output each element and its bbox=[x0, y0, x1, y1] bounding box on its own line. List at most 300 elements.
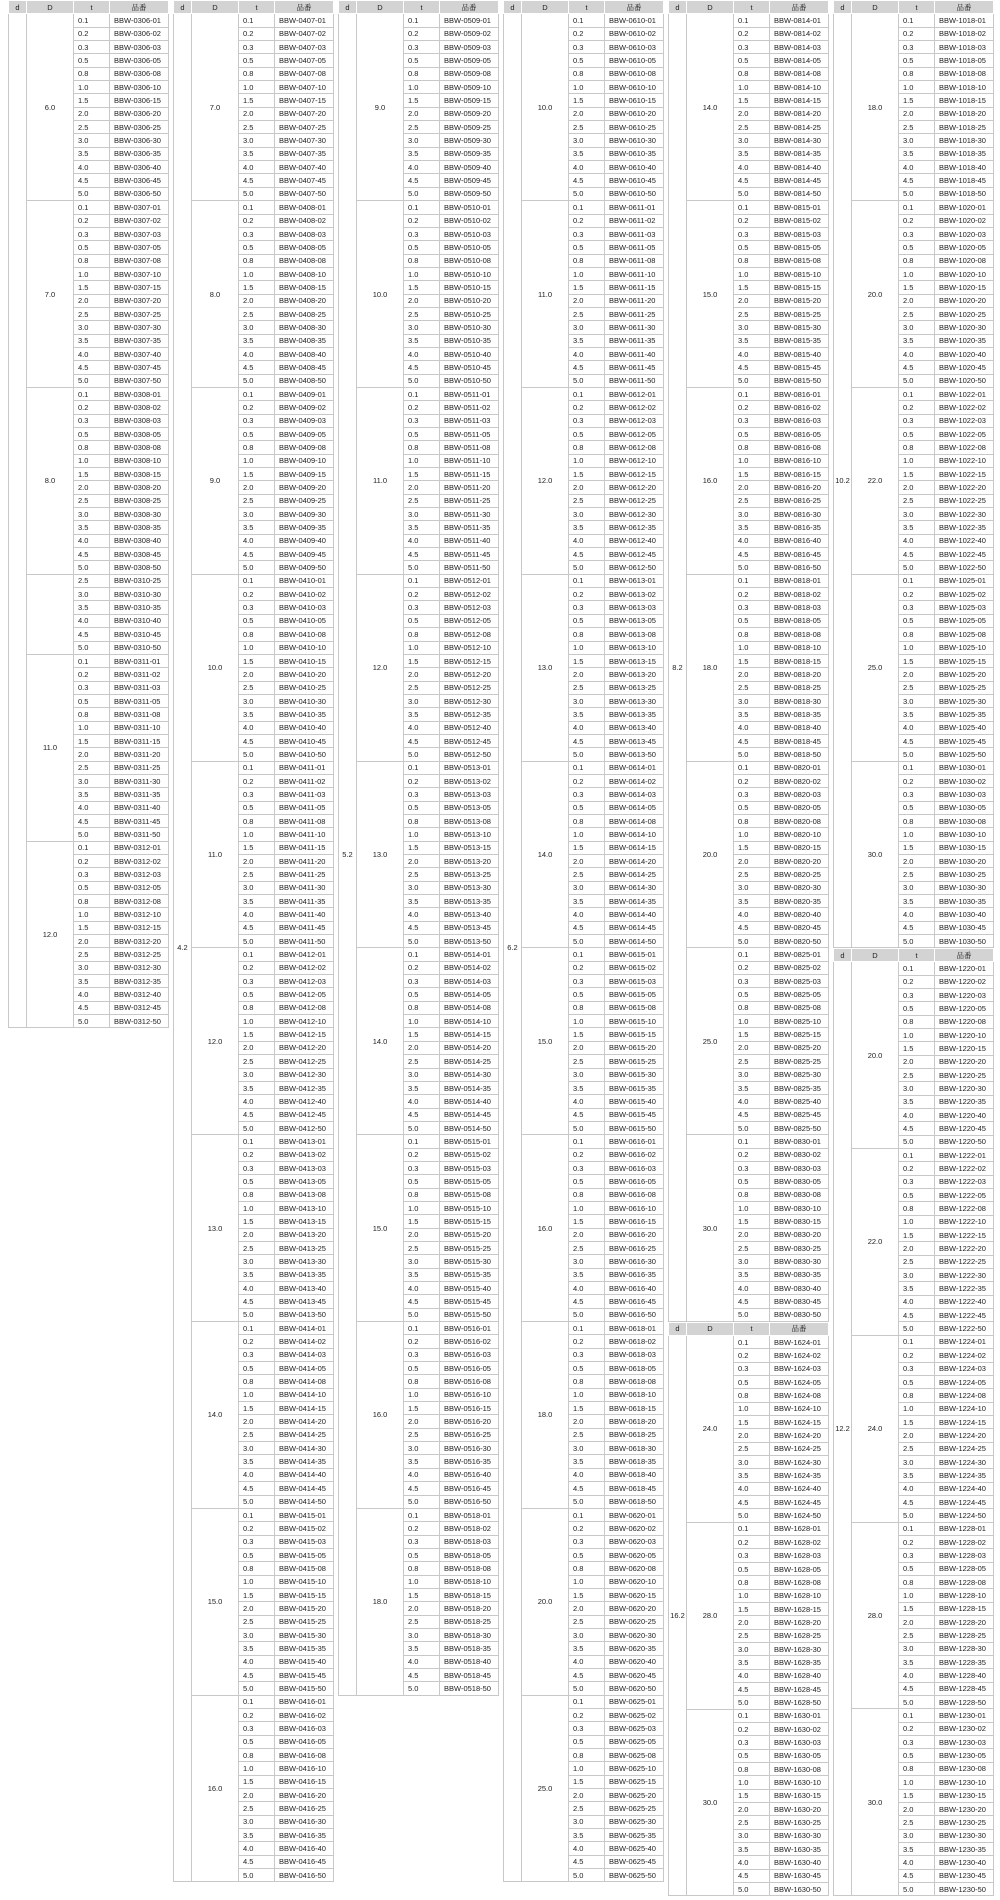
thickness-cell: 0.5 bbox=[734, 54, 770, 67]
thickness-cell: 2.0 bbox=[899, 294, 935, 307]
table-row bbox=[174, 761, 334, 774]
thickness-cell: 2.0 bbox=[899, 107, 935, 120]
part-number-cell: BBW-0416-10 bbox=[275, 1762, 334, 1775]
thickness-cell: 4.0 bbox=[404, 1655, 440, 1668]
part-number-cell: BBW-0409-30 bbox=[275, 508, 334, 521]
thickness-cell: 4.0 bbox=[899, 1108, 935, 1121]
thickness-cell: 4.0 bbox=[734, 534, 770, 547]
thickness-cell: 3.0 bbox=[899, 1642, 935, 1655]
thickness-cell: 5.0 bbox=[239, 1121, 275, 1134]
thickness-cell: 2.5 bbox=[239, 121, 275, 134]
table-row bbox=[669, 1135, 829, 1148]
thickness-cell: 3.5 bbox=[734, 1268, 770, 1281]
thickness-cell: 2.0 bbox=[74, 935, 110, 948]
thickness-cell: 0.3 bbox=[74, 41, 110, 54]
table-row bbox=[834, 574, 994, 587]
part-number-cell: BBW-0515-45 bbox=[440, 1295, 499, 1308]
thickness-cell: 1.0 bbox=[239, 828, 275, 841]
table-row bbox=[339, 201, 499, 214]
thickness-cell: 5.0 bbox=[404, 187, 440, 200]
thickness-cell: 0.3 bbox=[239, 1348, 275, 1361]
part-number-cell: BBW-0414-40 bbox=[275, 1468, 334, 1481]
thickness-cell: 2.5 bbox=[899, 121, 935, 134]
thickness-cell: 4.5 bbox=[569, 1855, 605, 1868]
part-number-cell: BBW-0616-45 bbox=[605, 1295, 664, 1308]
table-row bbox=[9, 201, 169, 214]
thickness-cell: 5.0 bbox=[74, 187, 110, 200]
part-number-cell: BBW-1628-30 bbox=[770, 1642, 829, 1655]
thickness-cell: 2.5 bbox=[239, 1615, 275, 1628]
part-number-cell: BBW-0308-25 bbox=[110, 494, 169, 507]
part-number-cell: BBW-0312-01 bbox=[110, 841, 169, 854]
part-number-cell: BBW-0408-20 bbox=[275, 294, 334, 307]
part-number-cell: BBW-0611-25 bbox=[605, 307, 664, 320]
thickness-cell: 2.0 bbox=[734, 1616, 770, 1629]
thickness-cell: 0.5 bbox=[404, 1548, 440, 1561]
thickness-cell: 5.0 bbox=[404, 748, 440, 761]
part-number-cell: BBW-0409-20 bbox=[275, 481, 334, 494]
part-number-cell: BBW-0312-45 bbox=[110, 1001, 169, 1014]
table-row bbox=[339, 1135, 499, 1148]
part-number-cell: BBW-1022-02 bbox=[935, 401, 994, 414]
thickness-cell: 0.1 bbox=[404, 948, 440, 961]
thickness-cell: 0.5 bbox=[734, 1376, 770, 1389]
part-number-cell: BBW-0516-03 bbox=[440, 1348, 499, 1361]
part-number-cell: BBW-1628-15 bbox=[770, 1602, 829, 1615]
part-number-cell: BBW-0412-15 bbox=[275, 1028, 334, 1041]
part-number-cell: BBW-1224-03 bbox=[935, 1362, 994, 1375]
thickness-cell: 4.0 bbox=[899, 534, 935, 547]
part-number-cell: BBW-0513-30 bbox=[440, 881, 499, 894]
thickness-cell: 3.0 bbox=[569, 881, 605, 894]
part-number-cell: BBW-0513-05 bbox=[440, 801, 499, 814]
part-number-cell: BBW-0611-10 bbox=[605, 267, 664, 280]
thickness-cell: 5.0 bbox=[74, 1015, 110, 1028]
outer-diameter-cell: 30.0 bbox=[687, 1135, 734, 1322]
thickness-cell: 0.2 bbox=[239, 214, 275, 227]
part-number-cell: BBW-0511-20 bbox=[440, 481, 499, 494]
part-number-cell: BBW-0413-35 bbox=[275, 1268, 334, 1281]
thickness-cell: 3.0 bbox=[404, 1628, 440, 1641]
thickness-cell: 0.1 bbox=[734, 387, 770, 400]
thickness-cell: 3.5 bbox=[404, 147, 440, 160]
part-number-cell: BBW-1025-50 bbox=[935, 748, 994, 761]
thickness-cell: 4.5 bbox=[239, 548, 275, 561]
part-number-cell: BBW-0814-50 bbox=[770, 187, 829, 200]
thickness-cell: 2.5 bbox=[404, 681, 440, 694]
part-number-cell: BBW-0312-02 bbox=[110, 855, 169, 868]
part-number-cell: BBW-1630-20 bbox=[770, 1803, 829, 1816]
thickness-cell: 0.5 bbox=[734, 428, 770, 441]
thickness-cell: 4.5 bbox=[734, 174, 770, 187]
part-number-cell: BBW-0618-10 bbox=[605, 1388, 664, 1401]
part-number-cell: BBW-0616-20 bbox=[605, 1228, 664, 1241]
thickness-cell: 3.5 bbox=[899, 708, 935, 721]
thickness-cell: 4.5 bbox=[569, 1108, 605, 1121]
part-number-cell: BBW-0820-35 bbox=[770, 895, 829, 908]
part-number-cell: BBW-1220-10 bbox=[935, 1028, 994, 1041]
part-number-cell: BBW-0815-05 bbox=[770, 241, 829, 254]
thickness-cell: 0.1 bbox=[404, 14, 440, 27]
thickness-cell: 4.5 bbox=[74, 1001, 110, 1014]
part-number-cell: BBW-0611-08 bbox=[605, 254, 664, 267]
table-row bbox=[504, 1322, 664, 1335]
part-number-cell: BBW-0307-20 bbox=[110, 294, 169, 307]
thickness-cell: 2.5 bbox=[734, 1629, 770, 1642]
part-number-cell: BBW-0308-15 bbox=[110, 468, 169, 481]
table-row bbox=[834, 201, 994, 214]
thickness-cell: 5.0 bbox=[74, 374, 110, 387]
thickness-cell: 3.5 bbox=[404, 1081, 440, 1094]
part-number-cell: BBW-1224-05 bbox=[935, 1375, 994, 1388]
thickness-cell: 5.0 bbox=[569, 1682, 605, 1695]
part-number-cell: BBW-0312-15 bbox=[110, 921, 169, 934]
thickness-cell: 4.5 bbox=[899, 174, 935, 187]
part-number-cell: BBW-1018-50 bbox=[935, 187, 994, 200]
part-number-cell: BBW-0515-20 bbox=[440, 1228, 499, 1241]
table-row bbox=[9, 387, 169, 400]
thickness-cell: 0.5 bbox=[569, 428, 605, 441]
part-number-cell: BBW-1230-45 bbox=[935, 1869, 994, 1882]
thickness-cell: 0.8 bbox=[74, 708, 110, 721]
thickness-cell: 0.3 bbox=[734, 1549, 770, 1562]
thickness-cell: 4.0 bbox=[404, 161, 440, 174]
thickness-cell: 1.5 bbox=[569, 654, 605, 667]
thickness-cell: 3.5 bbox=[899, 1842, 935, 1855]
thickness-cell: 0.2 bbox=[569, 27, 605, 40]
thickness-cell: 0.3 bbox=[569, 414, 605, 427]
part-number-cell: BBW-0512-45 bbox=[440, 734, 499, 747]
part-number-cell: BBW-0515-50 bbox=[440, 1308, 499, 1321]
thickness-cell: 2.0 bbox=[239, 1789, 275, 1802]
part-number-cell: BBW-0409-03 bbox=[275, 414, 334, 427]
part-number-cell: BBW-0407-50 bbox=[275, 187, 334, 200]
thickness-cell: 4.5 bbox=[239, 734, 275, 747]
thickness-cell: 0.2 bbox=[569, 588, 605, 601]
thickness-cell: 0.5 bbox=[899, 1375, 935, 1388]
thickness-cell: 0.5 bbox=[74, 881, 110, 894]
thickness-cell: 0.2 bbox=[404, 1148, 440, 1161]
part-number-cell: BBW-0615-05 bbox=[605, 988, 664, 1001]
thickness-cell: 0.2 bbox=[239, 774, 275, 787]
part-number-cell: BBW-0815-25 bbox=[770, 307, 829, 320]
part-number-cell: BBW-0620-30 bbox=[605, 1628, 664, 1641]
outer-diameter-cell: 10.0 bbox=[357, 201, 404, 388]
thickness-cell: 2.5 bbox=[569, 307, 605, 320]
part-number-cell: BBW-1624-08 bbox=[770, 1389, 829, 1402]
part-number-cell: BBW-1025-20 bbox=[935, 668, 994, 681]
thickness-cell: 2.0 bbox=[239, 1602, 275, 1615]
thickness-cell: 0.1 bbox=[899, 14, 935, 27]
thickness-cell: 4.5 bbox=[74, 174, 110, 187]
thickness-cell: 1.0 bbox=[239, 641, 275, 654]
outer-diameter-cell: 8.0 bbox=[192, 201, 239, 388]
thickness-cell: 1.5 bbox=[569, 1775, 605, 1788]
thickness-cell: 0.3 bbox=[239, 788, 275, 801]
part-number-cell: BBW-0614-50 bbox=[605, 935, 664, 948]
header-d: d bbox=[339, 1, 357, 14]
thickness-cell: 4.5 bbox=[404, 361, 440, 374]
thickness-cell: 2.5 bbox=[239, 1055, 275, 1068]
thickness-cell: 0.1 bbox=[239, 948, 275, 961]
table-row bbox=[504, 761, 664, 774]
outer-diameter-cell: 15.0 bbox=[192, 1508, 239, 1695]
thickness-cell: 5.0 bbox=[239, 1308, 275, 1321]
thickness-cell: 0.5 bbox=[899, 614, 935, 627]
part-number-cell: BBW-0412-50 bbox=[275, 1121, 334, 1134]
part-number-cell: BBW-0509-50 bbox=[440, 187, 499, 200]
thickness-cell: 1.0 bbox=[569, 641, 605, 654]
thickness-cell: 0.1 bbox=[899, 387, 935, 400]
part-number-cell: BBW-0815-45 bbox=[770, 361, 829, 374]
part-number-cell: BBW-0625-10 bbox=[605, 1762, 664, 1775]
thickness-cell: 0.1 bbox=[734, 574, 770, 587]
outer-diameter-cell: 7.0 bbox=[27, 201, 74, 388]
part-number-cell: BBW-0510-15 bbox=[440, 281, 499, 294]
part-number-cell: BBW-1020-30 bbox=[935, 321, 994, 334]
part-number-cell: BBW-0816-08 bbox=[770, 441, 829, 454]
part-number-cell: BBW-0414-03 bbox=[275, 1348, 334, 1361]
thickness-cell: 5.0 bbox=[239, 1682, 275, 1695]
thickness-cell: 2.0 bbox=[569, 1041, 605, 1054]
part-number-cell: BBW-0414-05 bbox=[275, 1362, 334, 1375]
table-row bbox=[834, 387, 994, 400]
part-number-cell: BBW-0408-45 bbox=[275, 361, 334, 374]
part-number-cell: BBW-0410-03 bbox=[275, 601, 334, 614]
thickness-cell: 2.0 bbox=[239, 481, 275, 494]
part-number-cell: BBW-0416-20 bbox=[275, 1789, 334, 1802]
thickness-cell: 0.3 bbox=[239, 601, 275, 614]
thickness-cell: 4.5 bbox=[899, 548, 935, 561]
outer-diameter-cell: 11.0 bbox=[357, 387, 404, 574]
part-number-cell: BBW-0409-25 bbox=[275, 494, 334, 507]
thickness-cell: 0.1 bbox=[404, 761, 440, 774]
part-number-cell: BBW-0825-02 bbox=[770, 961, 829, 974]
part-number-cell: BBW-0518-20 bbox=[440, 1602, 499, 1615]
thickness-cell: 3.5 bbox=[569, 147, 605, 160]
table-row bbox=[339, 948, 499, 961]
part-number-cell: BBW-1020-01 bbox=[935, 201, 994, 214]
thickness-cell: 0.1 bbox=[239, 1322, 275, 1335]
table-row bbox=[9, 14, 169, 27]
part-number-cell: BBW-1628-03 bbox=[770, 1549, 829, 1562]
part-number-cell: BBW-0310-50 bbox=[110, 641, 169, 654]
part-number-cell: BBW-0414-25 bbox=[275, 1428, 334, 1441]
thickness-cell: 2.0 bbox=[899, 1802, 935, 1815]
thickness-cell: 1.5 bbox=[239, 1588, 275, 1601]
outer-diameter-cell: 25.0 bbox=[522, 1695, 569, 1882]
thickness-cell: 4.0 bbox=[404, 534, 440, 547]
part-number-cell: BBW-1030-15 bbox=[935, 841, 994, 854]
part-number-cell: BBW-1228-30 bbox=[935, 1642, 994, 1655]
thickness-cell: 0.8 bbox=[734, 1389, 770, 1402]
part-number-cell: BBW-1230-40 bbox=[935, 1856, 994, 1869]
part-number-cell: BBW-1020-03 bbox=[935, 227, 994, 240]
table-row bbox=[504, 387, 664, 400]
thickness-cell: 2.5 bbox=[569, 1615, 605, 1628]
thickness-cell: 0.1 bbox=[569, 387, 605, 400]
part-number-cell: BBW-0610-05 bbox=[605, 54, 664, 67]
thickness-cell: 2.5 bbox=[569, 1428, 605, 1441]
thickness-cell: 2.0 bbox=[569, 668, 605, 681]
thickness-cell: 1.0 bbox=[569, 828, 605, 841]
thickness-cell: 0.8 bbox=[74, 67, 110, 80]
part-number-cell: BBW-0306-25 bbox=[110, 121, 169, 134]
thickness-cell: 1.5 bbox=[899, 1415, 935, 1428]
part-number-cell: BBW-1630-15 bbox=[770, 1789, 829, 1802]
part-number-cell: BBW-0830-50 bbox=[770, 1308, 829, 1321]
part-number-cell: BBW-0407-40 bbox=[275, 161, 334, 174]
thickness-cell: 0.5 bbox=[239, 241, 275, 254]
thickness-cell: 2.0 bbox=[899, 1055, 935, 1068]
part-number-cell: BBW-0625-15 bbox=[605, 1775, 664, 1788]
header-row bbox=[834, 1, 994, 14]
part-number-cell: BBW-1030-20 bbox=[935, 855, 994, 868]
thickness-cell: 0.3 bbox=[899, 1175, 935, 1188]
thickness-cell: 4.5 bbox=[239, 1482, 275, 1495]
part-number-cell: BBW-0814-10 bbox=[770, 81, 829, 94]
thickness-cell: 1.0 bbox=[734, 828, 770, 841]
part-number-cell: BBW-1630-02 bbox=[770, 1722, 829, 1735]
part-number-cell: BBW-0516-10 bbox=[440, 1388, 499, 1401]
part-number-cell: BBW-0618-01 bbox=[605, 1322, 664, 1335]
thickness-cell: 3.5 bbox=[899, 521, 935, 534]
part-number-cell: BBW-0620-03 bbox=[605, 1535, 664, 1548]
thickness-cell: 0.5 bbox=[239, 428, 275, 441]
thickness-cell: 0.1 bbox=[239, 574, 275, 587]
thickness-cell: 5.0 bbox=[569, 187, 605, 200]
thickness-cell: 0.3 bbox=[734, 1161, 770, 1174]
thickness-cell: 0.2 bbox=[899, 401, 935, 414]
part-number-cell: BBW-0612-05 bbox=[605, 428, 664, 441]
part-number-cell: BBW-1025-01 bbox=[935, 574, 994, 587]
part-number-cell: BBW-0411-15 bbox=[275, 841, 334, 854]
part-number-cell: BBW-0407-05 bbox=[275, 54, 334, 67]
thickness-cell: 0.3 bbox=[239, 1535, 275, 1548]
part-number-cell: BBW-1224-01 bbox=[935, 1335, 994, 1348]
thickness-cell: 0.5 bbox=[404, 614, 440, 627]
thickness-cell: 4.0 bbox=[74, 801, 110, 814]
part-number-cell: BBW-0415-10 bbox=[275, 1575, 334, 1588]
thickness-cell: 5.0 bbox=[239, 561, 275, 574]
header-part-number: 品番 bbox=[935, 1, 994, 14]
thickness-cell: 1.5 bbox=[74, 281, 110, 294]
thickness-cell: 1.5 bbox=[239, 1215, 275, 1228]
part-number-cell: BBW-0411-45 bbox=[275, 921, 334, 934]
part-number-cell: BBW-0825-50 bbox=[770, 1121, 829, 1134]
thickness-cell: 0.5 bbox=[404, 1175, 440, 1188]
thickness-cell: 0.2 bbox=[404, 774, 440, 787]
part-number-cell: BBW-0510-25 bbox=[440, 307, 499, 320]
spec-table bbox=[668, 1322, 829, 1897]
thickness-cell: 0.5 bbox=[569, 1362, 605, 1375]
thickness-cell: 4.0 bbox=[734, 721, 770, 734]
header-D: D bbox=[852, 1, 899, 14]
part-number-cell: BBW-0412-10 bbox=[275, 1015, 334, 1028]
part-number-cell: BBW-0413-08 bbox=[275, 1188, 334, 1201]
thickness-cell: 4.5 bbox=[899, 1122, 935, 1135]
part-number-cell: BBW-0514-02 bbox=[440, 961, 499, 974]
thickness-cell: 0.8 bbox=[899, 1202, 935, 1215]
thickness-cell: 1.5 bbox=[404, 1402, 440, 1415]
part-number-cell: BBW-0625-25 bbox=[605, 1802, 664, 1815]
thickness-cell: 2.5 bbox=[734, 121, 770, 134]
part-number-cell: BBW-0612-08 bbox=[605, 441, 664, 454]
thickness-cell: 0.5 bbox=[404, 988, 440, 1001]
part-number-cell: BBW-0306-30 bbox=[110, 134, 169, 147]
part-number-cell: BBW-0512-50 bbox=[440, 748, 499, 761]
thickness-cell: 4.5 bbox=[734, 361, 770, 374]
thickness-cell: 3.0 bbox=[404, 1442, 440, 1455]
part-number-cell: BBW-0515-05 bbox=[440, 1175, 499, 1188]
part-number-cell: BBW-0311-50 bbox=[110, 828, 169, 841]
part-number-cell: BBW-0518-30 bbox=[440, 1628, 499, 1641]
part-number-cell: BBW-1018-25 bbox=[935, 121, 994, 134]
thickness-cell: 5.0 bbox=[734, 1883, 770, 1896]
thickness-cell: 3.5 bbox=[239, 147, 275, 160]
part-number-cell: BBW-0511-01 bbox=[440, 387, 499, 400]
thickness-cell: 5.0 bbox=[734, 1696, 770, 1709]
part-number-cell: BBW-0512-30 bbox=[440, 694, 499, 707]
part-number-cell: BBW-1220-45 bbox=[935, 1122, 994, 1135]
part-number-cell: BBW-0614-01 bbox=[605, 761, 664, 774]
thickness-cell: 0.3 bbox=[899, 1736, 935, 1749]
outer-diameter-cell: 30.0 bbox=[852, 761, 899, 948]
part-number-cell: BBW-0414-08 bbox=[275, 1375, 334, 1388]
part-number-cell: BBW-0410-05 bbox=[275, 614, 334, 627]
outer-diameter-cell: 28.0 bbox=[852, 1522, 899, 1709]
thickness-cell: 1.5 bbox=[899, 1229, 935, 1242]
part-number-cell: BBW-0308-08 bbox=[110, 441, 169, 454]
thickness-cell: 3.5 bbox=[899, 334, 935, 347]
part-number-cell: BBW-1030-50 bbox=[935, 935, 994, 948]
thickness-cell: 5.0 bbox=[899, 374, 935, 387]
part-number-cell: BBW-0816-01 bbox=[770, 387, 829, 400]
thickness-cell: 1.0 bbox=[569, 1015, 605, 1028]
part-number-cell: BBW-0814-25 bbox=[770, 121, 829, 134]
thickness-cell: 0.1 bbox=[734, 1335, 770, 1348]
thickness-cell: 3.5 bbox=[569, 1268, 605, 1281]
part-number-cell: BBW-1018-15 bbox=[935, 94, 994, 107]
part-number-cell: BBW-1224-50 bbox=[935, 1509, 994, 1522]
part-number-cell: BBW-0511-03 bbox=[440, 414, 499, 427]
part-number-cell: BBW-0612-40 bbox=[605, 534, 664, 547]
part-number-cell: BBW-0416-01 bbox=[275, 1695, 334, 1708]
part-number-cell: BBW-0825-05 bbox=[770, 988, 829, 1001]
outer-diameter-cell: 13.0 bbox=[522, 574, 569, 761]
part-number-cell: BBW-1025-30 bbox=[935, 694, 994, 707]
part-number-cell: BBW-0307-35 bbox=[110, 334, 169, 347]
part-number-cell: BBW-0407-20 bbox=[275, 107, 334, 120]
part-number-cell: BBW-0307-10 bbox=[110, 267, 169, 280]
thickness-cell: 5.0 bbox=[239, 1869, 275, 1882]
part-number-cell: BBW-0407-15 bbox=[275, 94, 334, 107]
part-number-cell: BBW-0615-10 bbox=[605, 1015, 664, 1028]
table-row bbox=[174, 948, 334, 961]
outer-diameter-cell: 20.0 bbox=[522, 1508, 569, 1695]
thickness-cell: 3.0 bbox=[569, 1255, 605, 1268]
outer-diameter-cell: 15.0 bbox=[522, 948, 569, 1135]
thickness-cell: 4.0 bbox=[404, 721, 440, 734]
thickness-cell: 0.5 bbox=[899, 801, 935, 814]
part-number-cell: BBW-1020-40 bbox=[935, 347, 994, 360]
part-number-cell: BBW-1230-03 bbox=[935, 1736, 994, 1749]
part-number-cell: BBW-1025-03 bbox=[935, 601, 994, 614]
thickness-cell: 4.5 bbox=[404, 1482, 440, 1495]
thickness-cell: 3.5 bbox=[734, 1656, 770, 1669]
spec-table bbox=[833, 948, 994, 1896]
thickness-cell: 2.5 bbox=[899, 1816, 935, 1829]
